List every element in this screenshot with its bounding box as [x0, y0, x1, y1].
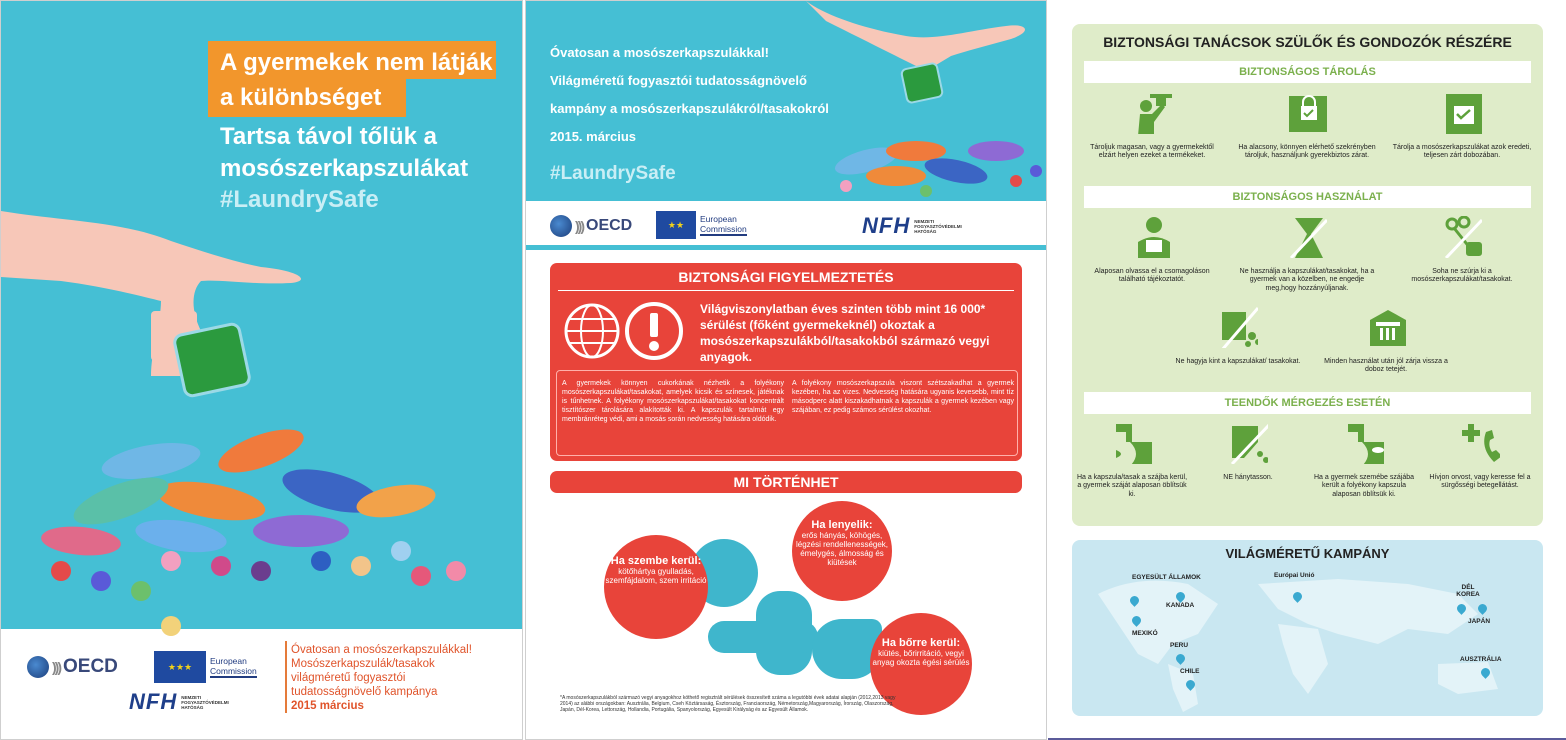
warning-text-left: A gyermekek könnyen cukorkának nézhetik a folyékony mosószerkapszulákat/tasakokat, amelyek kicsik és színesek, játéknak is tűnhetnek. A folyékony mosószerkapszulákat/tasakokat koncentrált tisztítószer tárolására alakították ki. A kapszulák tartalmát egy membránréteg védi, ami a mosás során nedvesség hatására oldódik. — [562, 380, 784, 423]
region-usa: EGYESÜLT ÁLLAMOK — [1132, 574, 1201, 581]
skin-contact-circle: Ha bőrre kerül: kiütés, bőrirritáció, vegyi anyag okozta égési sérülés — [870, 613, 972, 715]
storage-tip-1: Tároljuk magasan, vagy a gyermekektől elzárt helyen ezeket a termékeket. — [1082, 92, 1222, 161]
storage-tip-2: Ha alacsony, könnyen elérhető szekrényben tároljuk, használjunk gyerekbiztos zárat. — [1237, 92, 1377, 161]
campaign-title: VILÁGMÉRETŰ KAMPÁNY — [1225, 546, 1390, 561]
rinse-mouth-icon — [1112, 422, 1152, 464]
leaflet-front — [525, 0, 1047, 740]
use-section-title: BIZTONSÁGOS HASZNÁLAT — [1084, 186, 1531, 208]
eye-contact-circle: Ha szembe kerül: kötőhártya gyulladás, szemfájdalom, szem irritáció — [604, 535, 708, 639]
locked-cabinet-icon — [1287, 92, 1327, 134]
what-can-happen-title: MI TÖRTÉNHET — [550, 471, 1022, 493]
warning-text-right: A folyékony mosószerkapszula viszont szétszakadhat a gyermek kezében, ha az vizes. Nedvesség hatására ugyanis kevesebb, mint tíz másodperc alatt kiszakadhatnak a kapszulák a gyermek kezében vagy szájában, ez pedig számos sérülést okozhat. — [792, 380, 1014, 414]
green-capsule — [173, 323, 250, 397]
safety-tips-title: BIZTONSÁGI TANÁCSOK SZÜLŐK ÉS GONDOZÓK RÉSZÉRE — [1103, 34, 1512, 50]
safety-tips-box — [1072, 24, 1543, 526]
poison-tip-4: Hívjon orvost, vagy keresse fel a sürgősségi betegellátást. — [1424, 422, 1536, 491]
hashtag: #LaundrySafe — [550, 163, 676, 184]
campaign-header: Óvatosan a mosószerkapszulákkal! Világméretű fogyasztói tudatosságnövelő kampány a mosószerkapszulákról/tasakokról 2015. március — [550, 45, 829, 144]
use-tip-5: Minden használat után jól zárja vissza a doboz tetejét. — [1316, 306, 1456, 375]
hashtag: #LaundrySafe — [220, 186, 379, 213]
no-vomit-icon — [1228, 422, 1268, 464]
safety-tips-panel — [1048, 0, 1566, 740]
exclamation-icon — [627, 304, 681, 358]
oecd-logo: ))) OECD — [27, 656, 118, 678]
poison-tip-1: Ha a kapszula/tasak a szájba kerül, a gyermek száját alaposan öblítsük ki. — [1076, 422, 1188, 499]
use-tip-3: Soha ne szúrja ki a mosószerkapszulákat/tasakokat. — [1392, 216, 1532, 285]
use-tip-2: Ne használja a kapszulákat/tasakokat, ha a gyermek van a közelben, ne engedje meg,hogy hozzányúljanak. — [1237, 216, 1377, 293]
campaign-footer: Óvatosan a mosószerkapszulákkal! Mosószerkapszulák/tasakok világméretű fogyasztói tudatosságnövelő kampánya 2015 március — [291, 643, 516, 713]
region-eu: Európai Unió — [1274, 572, 1315, 579]
poison-section-title: TEENDŐK MÉRGEZÉS ESETÉN — [1084, 392, 1531, 414]
poison-tip-2: NE hánytasson. — [1192, 422, 1304, 482]
region-south-korea: DÉL KOREA — [1456, 584, 1480, 598]
safety-warning-box — [550, 263, 1022, 461]
region-japan: JAPÁN — [1468, 618, 1491, 625]
eu-flag-icon: ★★ — [656, 211, 696, 239]
storage-section-title: BIZTONSÁGOS TÁROLÁS — [1084, 61, 1531, 83]
european-commission-logo: ★★★ European Commission — [154, 651, 257, 683]
no-child-nearby-icon — [1287, 216, 1327, 258]
globe-icon — [27, 656, 49, 678]
campaign-date: 2015 március — [291, 700, 364, 712]
region-canada: KANADA — [1166, 602, 1195, 609]
region-australia: AUSZTRÁLIA — [1460, 656, 1502, 663]
region-peru: PERU — [1170, 642, 1189, 649]
call-doctor-icon — [1460, 422, 1500, 464]
storage-tip-3: Tárolja a mosószerkapszulákat azok eredeti, teljesen zárt dobozában. — [1392, 92, 1532, 161]
read-label-icon — [1132, 216, 1172, 258]
no-scissors-icon — [1442, 216, 1482, 258]
nfh-logo: NFH NEMZETI FOGYASZTÓVÉDELMI HATÓSÁG — [862, 213, 962, 238]
oecd-logo: ))) OECD — [550, 215, 632, 237]
rinse-eye-icon — [1344, 422, 1384, 464]
nfh-logo: NFH NEMZETI FOGYASZTÓVÉDELMI HATÓSÁG — [129, 689, 229, 714]
subheadline: Tartsa távol tőlük a mosószerkapszulákat — [220, 123, 469, 182]
use-tip-1: Alaposan olvassa el a csomagoláson található tájékoztatót. — [1082, 216, 1222, 285]
warning-icons — [562, 297, 692, 367]
region-chile: CHILE — [1180, 668, 1200, 675]
no-leave-out-icon — [1218, 306, 1258, 348]
poster-panel — [0, 0, 523, 740]
worldwide-campaign-box — [1072, 540, 1543, 716]
eu-flag-icon: ★★★ — [154, 651, 206, 683]
region-mexico: MEXIKÓ — [1132, 630, 1158, 637]
world-icon — [566, 305, 618, 357]
close-box-icon — [1366, 306, 1406, 348]
high-shelf-icon — [1132, 92, 1172, 134]
safety-warning-title: BIZTONSÁGI FIGYELMEZTETÉS — [678, 269, 894, 285]
use-tip-4: Ne hagyja kint a kapszulákat/ tasakokat. — [1168, 306, 1308, 366]
hand-and-capsules-illustration — [1, 201, 523, 641]
child-figure-arm — [708, 621, 818, 653]
footnote: *A mosószerkapszulákból származó vegyi anyagokhoz köthető regisztrált sérülések összesített száma a legutóbbi évek adatai alapján (2012,2013 vagy 2014) az alábbi országokban: Ausztrália, Belgium, Cseh Köztársaság, Észtország, Franciaország, Németország,Magyarország, Írország, Olaszország, Japán, Dél-Korea, Lettország, Hollandia, Portugália, Spanyolország, Egyesült Királyság és az Egyesült Államok. — [560, 695, 896, 713]
closed-box-icon — [1442, 92, 1482, 134]
globe-icon — [550, 215, 572, 237]
swallow-circle: Ha lenyelik: erős hányás, köhögés, légzési rendellenességek, émelygés, álmosság és kiütések — [792, 501, 892, 601]
european-commission-logo: ★★ European Commission — [656, 211, 747, 239]
poison-tip-3: Ha a gyermek szemébe szájába került a folyékony kapszula alaposan öblítsük ki. — [1308, 422, 1420, 499]
warning-lead: Világviszonylatban éves szinten több mint 16 000* sérülést (főként gyermekeknél) okoztak a mosószerkapszulákból/tasakokból származó vegyi anyagok. — [700, 302, 990, 364]
headline: A gyermekek nem látják a különbséget — [220, 49, 493, 111]
